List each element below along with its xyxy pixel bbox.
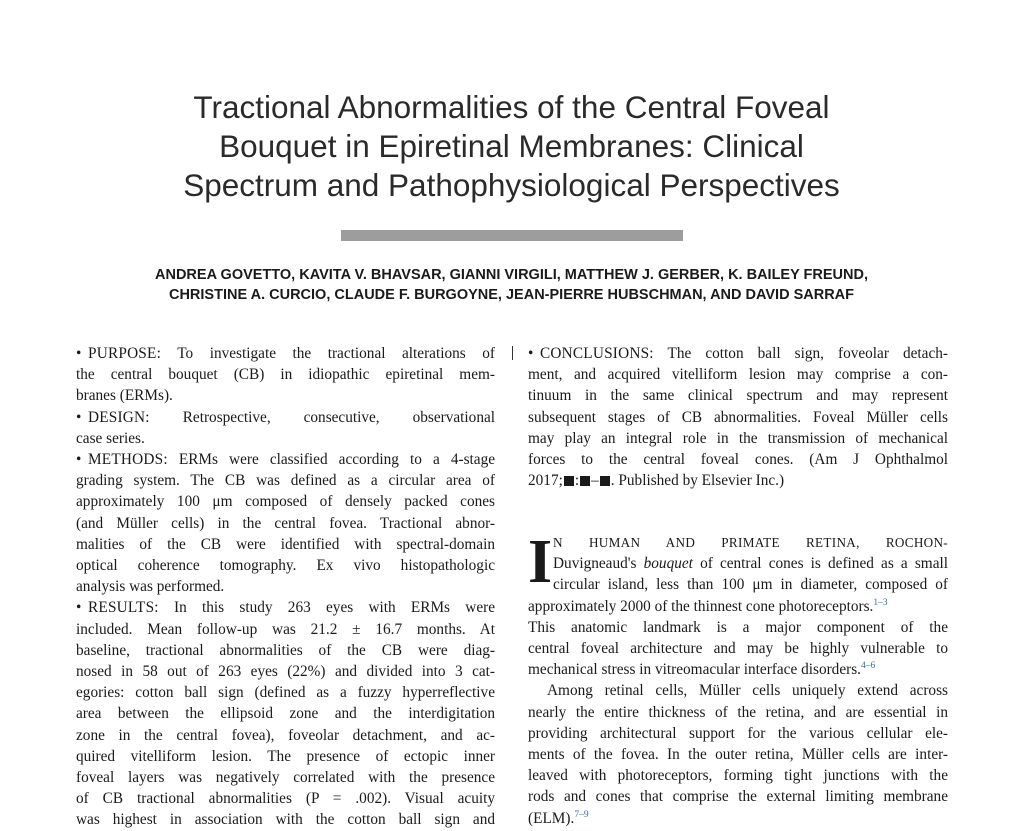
design-label: DESIGN: <box>88 408 150 426</box>
reference-link[interactable]: 1–3 <box>873 597 888 608</box>
abstract-conclusions: • CONCLUSIONS: The cotton ball sign, foveolar detach- <box>528 345 948 362</box>
title-line: Bouquet in Epiretinal Membranes: Clinical <box>219 128 804 164</box>
conclusions-label: CONCLUSIONS: <box>540 345 654 362</box>
column-divider <box>512 346 513 360</box>
abstract-design: • DESIGN: Retrospective, consecutive, observational <box>76 408 496 426</box>
abstract-methods: • METHODS: ERMs were classified according to a 4-stage <box>76 451 496 469</box>
author-line: CHRISTINE A. CURCIO, CLAUDE F. BURGOYNE, JEAN-PIERRE HUBSCHMAN, AND DAVID SARRAF <box>168 287 855 303</box>
redacted-page-start-icon <box>580 476 590 486</box>
author-list <box>0 265 1023 305</box>
abstract-purpose: • PURPOSE: To investigate the tractional alterations of <box>76 345 495 362</box>
methods-label: METHODS: <box>88 451 168 469</box>
article-title <box>0 88 1023 205</box>
body-opening-line: N HUMAN AND PRIMATE RETINA, ROCHON- <box>553 535 948 550</box>
title-line: Spectrum and Pathophysiological Perspectives <box>183 167 840 203</box>
abstract-right-column: • CONCLUSIONS: The cotton ball sign, foveolar detach- ment, and acquired vitelliform lesion may comprise a con- tinuum in the same clinical spectrum and may represent subsequent stages of CB abnormalities. Foveal Müller cells may play an integral role in the transmission of mechanical forces to the central foveal cones. (Am J Ophthalmol 2017; : – . Published by Elsevier Inc.) <box>528 343 948 491</box>
citation-detail: 2017; : – . Published by Elsevier Inc.) <box>528 472 785 490</box>
drop-cap: I <box>528 528 553 596</box>
abstract-results: • RESULTS: In this study 263 eyes with ERMs were <box>76 599 495 617</box>
redacted-page-end-icon <box>600 476 610 486</box>
purpose-label: PURPOSE: <box>88 345 162 362</box>
body-text: N HUMAN AND PRIMATE RETINA, ROCHON- Duvigneaud's bouquet of central cones is defined as a small circular island, less than 100 μm in diameter, composed of approximately 2000 of the thinnest cone photoreceptors.$^{1-3}$ This anatomic landmark is a major component of the central foveal architecture and may be highly vulnerable to mechanical stress in vitreomacular interface disorders.$^{4-6}$ Among retinal cells, Müller cells uniquely extend across nearly the entire thickness of the retina, and are essential in providing architectural support for the various cellular ele- ments of the fovea. In the outer retina, Müller cells are inter- leaved with photoreceptors, forming tight junctions with the rods and cones that comprise the external limiting membrane (ELM).$^{7-9}$ <box>528 532 948 829</box>
redacted-volume-icon <box>564 476 574 486</box>
bouquet-term: bouquet <box>643 555 693 573</box>
author-line: ANDREA GOVETTO, KAVITA V. BHAVSAR, GIANNI VIRGILI, MATTHEW J. GERBER, K. BAILEY FREUND, <box>155 267 868 283</box>
reference-link[interactable]: 7–9 <box>574 809 589 820</box>
abstract-left-column: • PURPOSE: To investigate the tractional alterations of the central bouquet (CB) in idiopathic epiretinal mem- branes (ERMs). • DESIGN: Retrospective, consecutive, observational case series. • METHODS: ERMs were classified according to a 4-stage grading system. The CB was defined as a circular area of approximately 100 μm composed of densely packed cones (and Müller cells) in the central fovea. Tractional abnor- malities of the CB were identified with spectral-domain optical coherence tomography. Ex vivo histopathologic analysis was performed. • RESULTS: In this study 263 eyes with ERMs were included. Mean follow-up was 21.2 ± 16.7 months. At baseline, tractional abnormalities of the CB were diag- nosed in 58 out of 263 eyes (22%) and divided into 3 cat- egories: cotton ball sign (defined as a fuzzy hyperreflective area between the ellipsoid zone and the interdigitation zone in the central fovea), foveolar detachment, and ac- quired vitelliform lesion. The presence of ectopic inner foveal layers was negatively correlated with the presence of CB tractional abnormalities (P = .002). Visual acuity was highest in association with the cotton ball sign and <box>76 345 496 829</box>
results-label: RESULTS: <box>88 599 159 617</box>
reference-link[interactable]: 4–6 <box>861 661 876 672</box>
title-line: Tractional Abnormalities of the Central Foveal <box>193 89 830 125</box>
title-rule <box>341 230 683 241</box>
journal-citation: (Am J Ophthalmol <box>809 451 948 469</box>
conclusions-citation-line: forces to the central foveal cones. (Am J Ophthalmol <box>528 451 948 469</box>
